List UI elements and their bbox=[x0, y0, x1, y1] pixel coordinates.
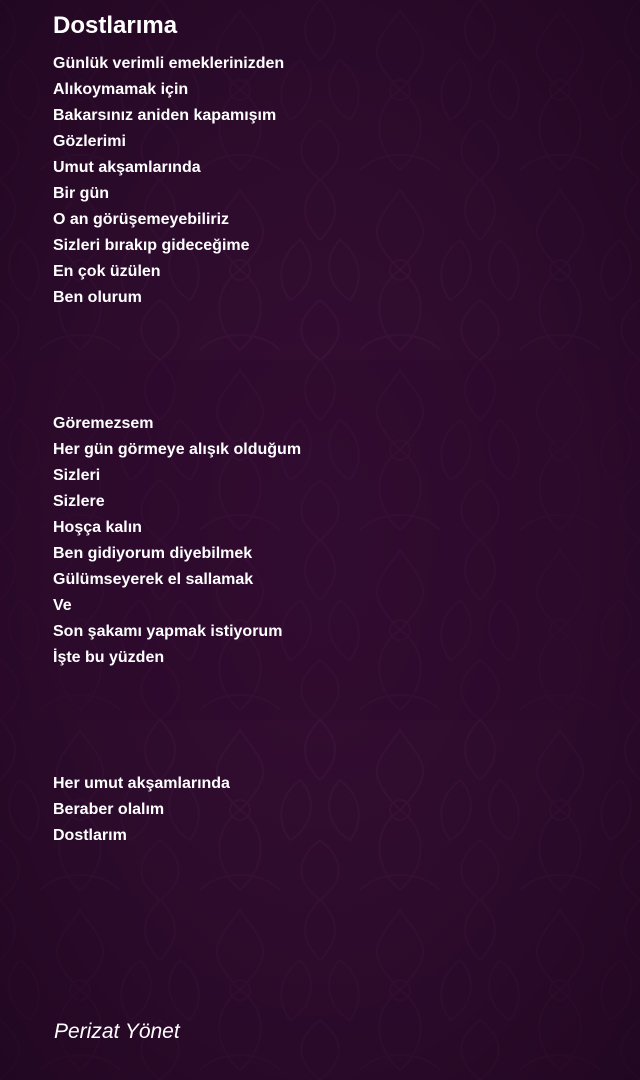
poem-line: Her umut akşamlarında bbox=[53, 775, 230, 792]
poem-line: Ben gidiyorum diyebilmek bbox=[53, 545, 253, 562]
poem-line: Gözlerimi bbox=[53, 133, 126, 150]
poem-line: Sizleri bbox=[53, 467, 101, 484]
poem-line: Dostlarım bbox=[53, 827, 127, 844]
poem-line: Her gün görmeye alışık olduğum bbox=[53, 441, 302, 458]
poem-line: Günlük verimli emeklerinizden bbox=[53, 55, 285, 72]
poem-line: O an görüşemeyebiliriz bbox=[53, 211, 230, 228]
poem-line: Son şakamı yapmak istiyorum bbox=[53, 623, 283, 640]
poem-line: Hoşça kalın bbox=[53, 519, 142, 536]
poem-line: Sizlere bbox=[53, 493, 105, 510]
poem-line: Beraber olalım bbox=[53, 801, 165, 818]
poem-line: Ve bbox=[53, 597, 72, 614]
poem-line: Bir gün bbox=[53, 185, 109, 202]
poem-line: Sizleri bırakıp gideceğime bbox=[53, 237, 250, 254]
poem-line: Umut akşamlarında bbox=[53, 159, 201, 176]
stanza-2 bbox=[53, 411, 301, 671]
poem-line: Göremezsem bbox=[53, 415, 154, 432]
poem-line: En çok üzülen bbox=[53, 263, 161, 280]
poem-author: Perizat Yönet bbox=[54, 1020, 180, 1043]
poem-title: Dostlarıma bbox=[53, 12, 178, 39]
stanza-1 bbox=[53, 51, 284, 311]
poem-line: Bakarsınız aniden kapamışım bbox=[53, 107, 277, 124]
poem-line: Alıkoymamak için bbox=[53, 81, 189, 98]
stanza-3 bbox=[53, 771, 230, 849]
poem-line: Ben olurum bbox=[53, 289, 142, 306]
poem-line: İşte bu yüzden bbox=[53, 649, 165, 666]
poem-line: Gülümseyerek el sallamak bbox=[53, 571, 254, 588]
